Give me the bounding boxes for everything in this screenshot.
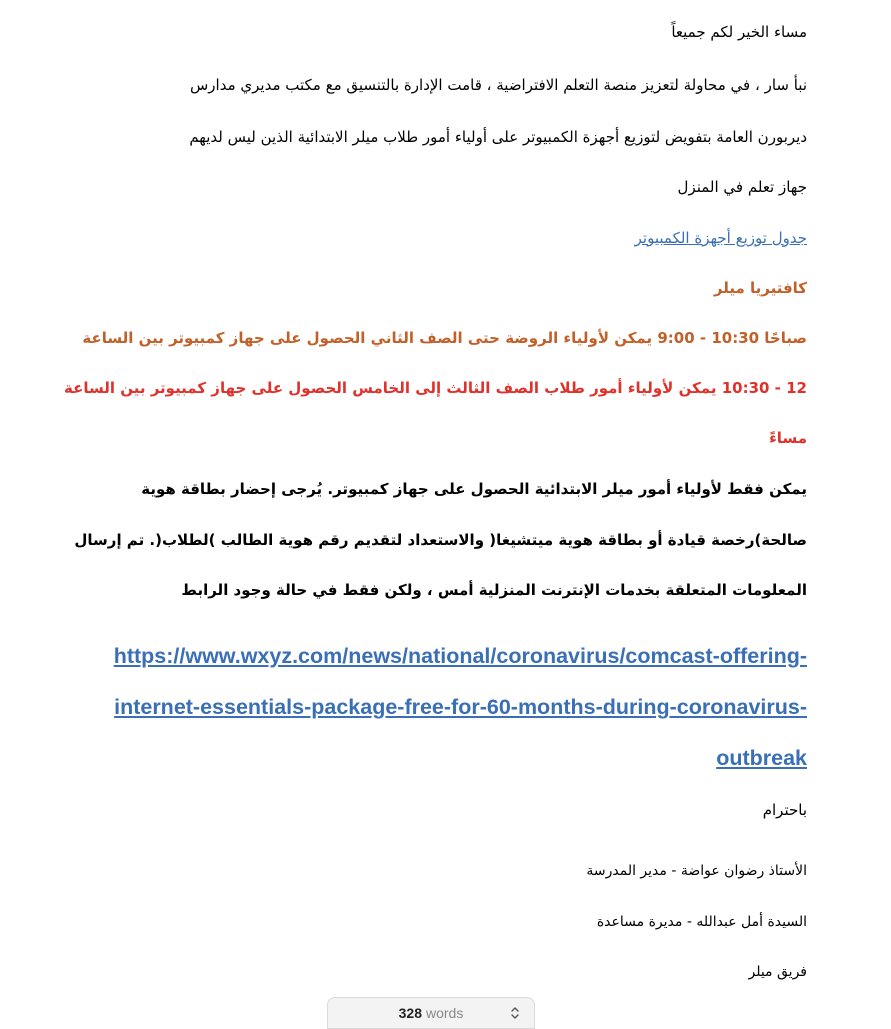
info-line-2: صالحة)رخصة قيادة أو بطاقة هوية ميتشيغا( والاستعداد لتقديم رقم هوية الطالب )لطلاب(. تم إرسال xyxy=(74,531,807,549)
signature-assistant: السيدة أمل عبدالله - مديرة مساعدة xyxy=(596,914,807,930)
location-heading: كافتيريا ميلر xyxy=(713,279,807,297)
info-line-1: يمكن فقط لأولياء أمور ميلر الابتدائية الحصول على جهاز كمبيوتر. يُرجى إحضار بطاقة هوية xyxy=(141,480,807,498)
evening-word: مساءً xyxy=(769,429,807,447)
comcast-url-line-1[interactable]: https://www.wxyz.com/news/national/coronavirus/comcast-offering- xyxy=(113,644,807,668)
comcast-url-line-3[interactable]: outbreak xyxy=(716,746,807,770)
greeting-text: مساء الخير لكم جميعاً xyxy=(671,23,807,41)
signature-principal: الأستاذ رضوان عواضة - مدير المدرسة xyxy=(586,863,807,879)
closing-text: باحترام xyxy=(762,801,807,819)
schedule-link[interactable]: جدول توزيع أجهزة الكمبيوتر xyxy=(634,229,807,247)
word-count-label: words xyxy=(426,1005,464,1021)
body-line-1: نبأ سار ، في محاولة لتعزيز منصة التعلم الافتراضية ، قامت الإدارة بالتنسيق مع مكتب مديري مدارس xyxy=(189,76,807,94)
body-line-3: جهاز تعلم في المنزل xyxy=(677,178,807,196)
body-line-2: ديربورن العامة بتفويض لتوزيع أجهزة الكمبيوتر على أولياء أمور طلاب ميلر الابتدائية الذين ليس لديهم xyxy=(189,128,807,146)
info-line-3: المعلومات المتعلقة بخدمات الإنترنت المنزلية أمس ، ولكن فقط في حالة وجود الرابط xyxy=(181,581,807,599)
comcast-url-line-2[interactable]: internet-essentials-package-free-for-60-months-during-coronavirus- xyxy=(114,695,807,719)
up-down-chevron-icon xyxy=(510,1004,520,1022)
afternoon-schedule-line: 12 - 10:30 يمكن لأولياء أمور طلاب الصف الثالث إلى الخامس الحصول على جهاز كمبيوتر بين الساعة xyxy=(63,379,807,397)
word-count-button[interactable] xyxy=(327,997,535,1029)
word-count-number: 328 xyxy=(398,1005,422,1021)
signature-team: فريق ميلر xyxy=(748,964,807,980)
morning-schedule-line: صباحًا 10:30 - 9:00 يمكن لأولياء الروضة حتى الصف الثاني الحصول على جهاز كمبيوتر بين الساعة xyxy=(82,329,807,347)
